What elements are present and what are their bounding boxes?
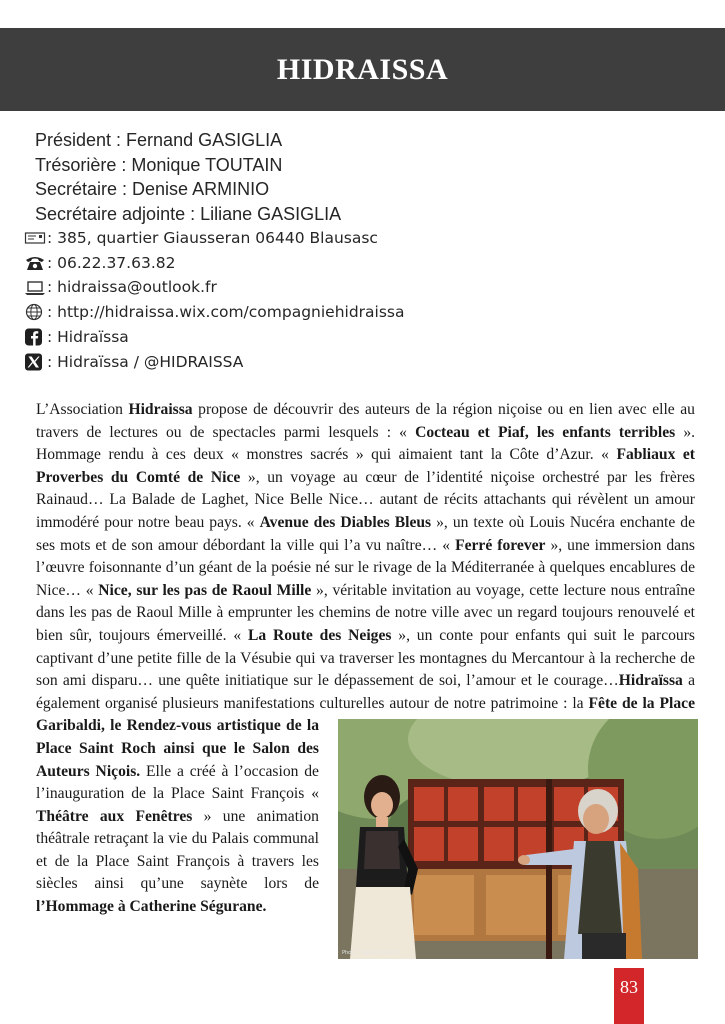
contact-phone — [24, 251, 704, 276]
body-text: Elle a créé à l’occasion de l’inauguration de la Place Saint François « — [36, 762, 319, 803]
body-text: », un texte où Louis Nucéra enchante de ses mots et de son amour débordant la ville qui l’a vu naître… « — [36, 513, 695, 554]
facebook-link[interactable]: : Hidraïssa — [47, 327, 129, 346]
body-text: a également organisé plusieurs manifestations culturelles autour de notre patrimoine : la — [36, 672, 695, 712]
body-emphasis: Hidraissa — [128, 401, 193, 418]
contact-website — [24, 300, 704, 325]
contact-facebook — [24, 325, 704, 350]
globe-icon — [24, 303, 46, 321]
event-names: l’Hommage à Catherine Ségurane. — [36, 898, 267, 916]
title-banner — [0, 28, 725, 111]
officer-secretary: Secrétaire : Denise ARMINIO — [35, 179, 270, 199]
officer-treasurer: Trésorière : Monique TOUTAIN — [35, 154, 283, 175]
body-text: L’Association — [36, 401, 129, 418]
show-title: Fabliaux et Proverbes du Comté de Nice — [36, 446, 695, 486]
body-text: propose de découvrir des auteurs de la région niçoise ou en lien avec elle au travers de lectures ou de spectacles parmi lesquels : « — [36, 401, 695, 441]
show-title: Avenue des Diables Bleus — [259, 513, 432, 531]
performance-photo — [338, 719, 698, 959]
page-number: 83 — [620, 977, 638, 997]
body-text: » une animation théâtrale retraçant la vie du Palais communal et de la Place Saint François à travers les siècles ainsi qu’une saynète lors de — [36, 807, 319, 893]
body-text: », un voyage au cœur de l’identité niçoise orchestré par les frères Rainaud… La Balade de Laghet, Nice Belle Nice… autant de récits attachants qui révèlent un amour immodéré pour notre beau pays. « — [36, 468, 695, 531]
show-title: La Route des Neiges — [247, 626, 392, 644]
body-text: », véritable invitation au voyage, cette lecture nous entraîne dans les pas de Raoul Mille à emprunter les chemins de notre ville avec un regard toujours renouvelé et bien sûr, toujours émerveillé. « — [36, 581, 695, 644]
officer-president: Président : Fernand GASIGLIA — [35, 130, 283, 150]
website-link[interactable]: : http://hidraissa.wix.com/compagniehidraissa — [47, 303, 405, 322]
page-title: HIDRAISSA — [276, 52, 449, 86]
laptop-icon — [24, 279, 46, 297]
body-text: », un conte pour enfants qui suit le parcours captivant d’une petite fille de la Vésubie qui va traverser les montagnes du Mercantour à la recherche de son ami disparu… une quête initiatique sur le dépassement de soi, l’amour et le courage… — [36, 626, 695, 690]
show-title: Cocteau et Piaf, les enfants terribles — [415, 423, 676, 441]
x-link[interactable]: : Hidraïssa / @HIDRAISSA — [47, 352, 244, 371]
officer-deputy-secretary: Secrétaire adjointe : Liliane GASIGLIA — [35, 203, 342, 224]
x-logo-icon — [24, 353, 46, 371]
show-title: Nice, sur les pas de Raoul Mille — [98, 581, 312, 599]
address-text: : 385, quartier Giausseran 06440 Blausasc — [47, 229, 378, 247]
contact-email — [24, 275, 704, 300]
body-text: », une immersion dans l’œuvre foisonnante d’un géant de la poésie né sur le rivage de la Méditerranée à quelques encablures de Nice… « — [36, 536, 695, 599]
facebook-icon — [24, 328, 46, 346]
contact-x — [24, 350, 704, 375]
mailbox-icon — [24, 229, 46, 247]
body-text: ». Hommage rendu à ces deux « monstres sacrés » qui aimaient tant la Côte d’Azur. « — [36, 423, 696, 464]
email-link[interactable]: : hidraissa@outlook.fr — [47, 278, 217, 297]
body-emphasis: Hidraïssa — [618, 672, 683, 690]
contact-block — [24, 128, 704, 374]
page-number-badge — [614, 968, 644, 1024]
show-title: Ferré forever — [455, 536, 546, 554]
event-names: Fête de la Place Garibaldi, le Rendez-vous artistique de la Place Saint Roch ainsi que le Salon des Auteurs Niçois. — [36, 694, 695, 780]
phone-text: : 06.22.37.63.82 — [47, 253, 176, 272]
telephone-icon — [24, 254, 46, 272]
photo-credit: Photo : Yannick Aminfo — [342, 950, 400, 956]
show-title: Théâtre aux Fenêtres — [36, 807, 193, 825]
contact-address — [24, 226, 704, 251]
